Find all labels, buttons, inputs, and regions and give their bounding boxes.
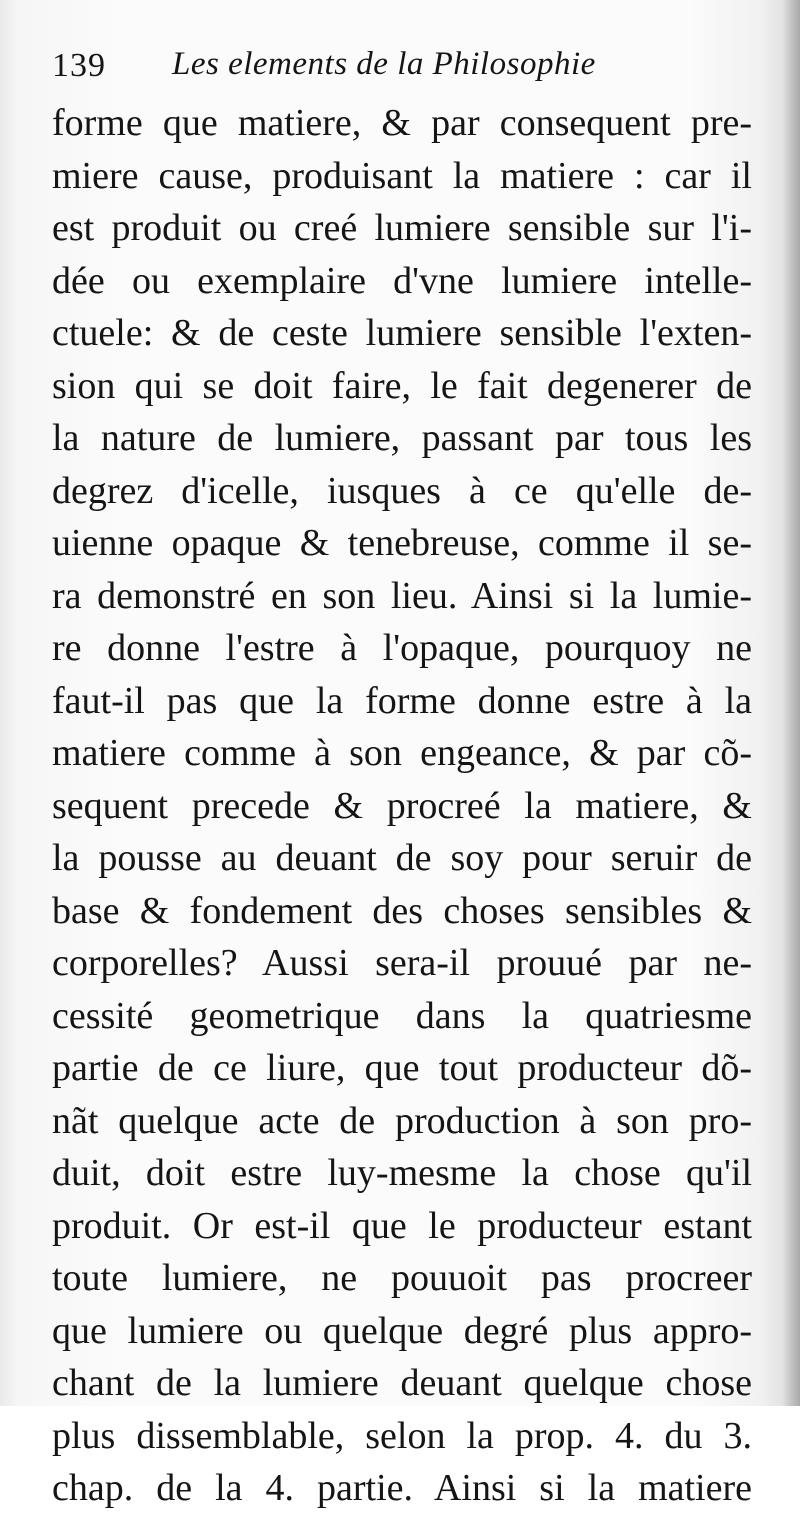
text-line: degrez d'icelle, iusques à ce qu'elle de- (52, 469, 752, 512)
text-line: sion qui se doit faire, le fait degenerer de (52, 364, 752, 407)
page-number: 139 (52, 47, 106, 84)
text-line: base & fondement des choses sensibles & (52, 889, 752, 932)
running-header (52, 38, 752, 94)
text-line: ra demonstré en son lieu. Ainsi si la lumie- (52, 574, 752, 617)
running-title: Les elements de la Philosophie (172, 46, 596, 82)
text-line: toute lumiere, ne pouuoit pas procreer (52, 1257, 752, 1299)
text-line: uienne opaque & tenebreuse, comme il se- (52, 522, 752, 564)
text-line: cessité geometrique dans la quatriesme (52, 994, 752, 1037)
text-line: sequent precede & procreé la matiere, & (52, 784, 752, 827)
text-line: ctuele: & de ceste lumiere sensible l'exten- (52, 312, 752, 354)
text-line: que lumiere ou quelque degré plus appro- (52, 1309, 752, 1352)
body-text (52, 97, 752, 1515)
text-line: produit. Or est-il que le producteur estant (52, 1204, 752, 1247)
text-line: duit, doit estre luy-mesme la chose qu'il (52, 1152, 752, 1194)
text-line: est produit ou creé lumiere sensible sur l'i- (52, 207, 752, 249)
page-edge-shadow (782, 0, 800, 1406)
text-line: faut-il pas que la forme donne estre à la (52, 679, 752, 722)
text-line: la nature de lumiere, passant par tous les (52, 417, 752, 459)
text-line: re donne l'estre à l'opaque, pourquoy ne (52, 627, 752, 669)
text-line: la pousse au deuant de soy pour seruir de (52, 837, 752, 879)
text-line: matiere comme à son engeance, & par cõ- (52, 732, 752, 774)
text-line: plus dissemblable, selon la prop. 4. du 3. (52, 1414, 752, 1457)
text-line: forme que matiere, & par consequent pre- (52, 102, 752, 144)
text-line: dée ou exemplaire d'vne lumiere intelle- (52, 259, 752, 302)
text-line: partie de ce liure, que tout producteur dõ- (52, 1047, 752, 1089)
text-line: chap. de la 4. partie. Ainsi si la matiere (52, 1467, 752, 1509)
text-line: chant de la lumiere deuant quelque chose (52, 1362, 752, 1404)
text-line: corporelles? Aussi sera-il prouué par ne- (52, 942, 752, 984)
text-line: nãt quelque acte de production à son pro- (52, 1099, 752, 1142)
text-line: miere cause, produisant la matiere : car il (52, 154, 752, 197)
